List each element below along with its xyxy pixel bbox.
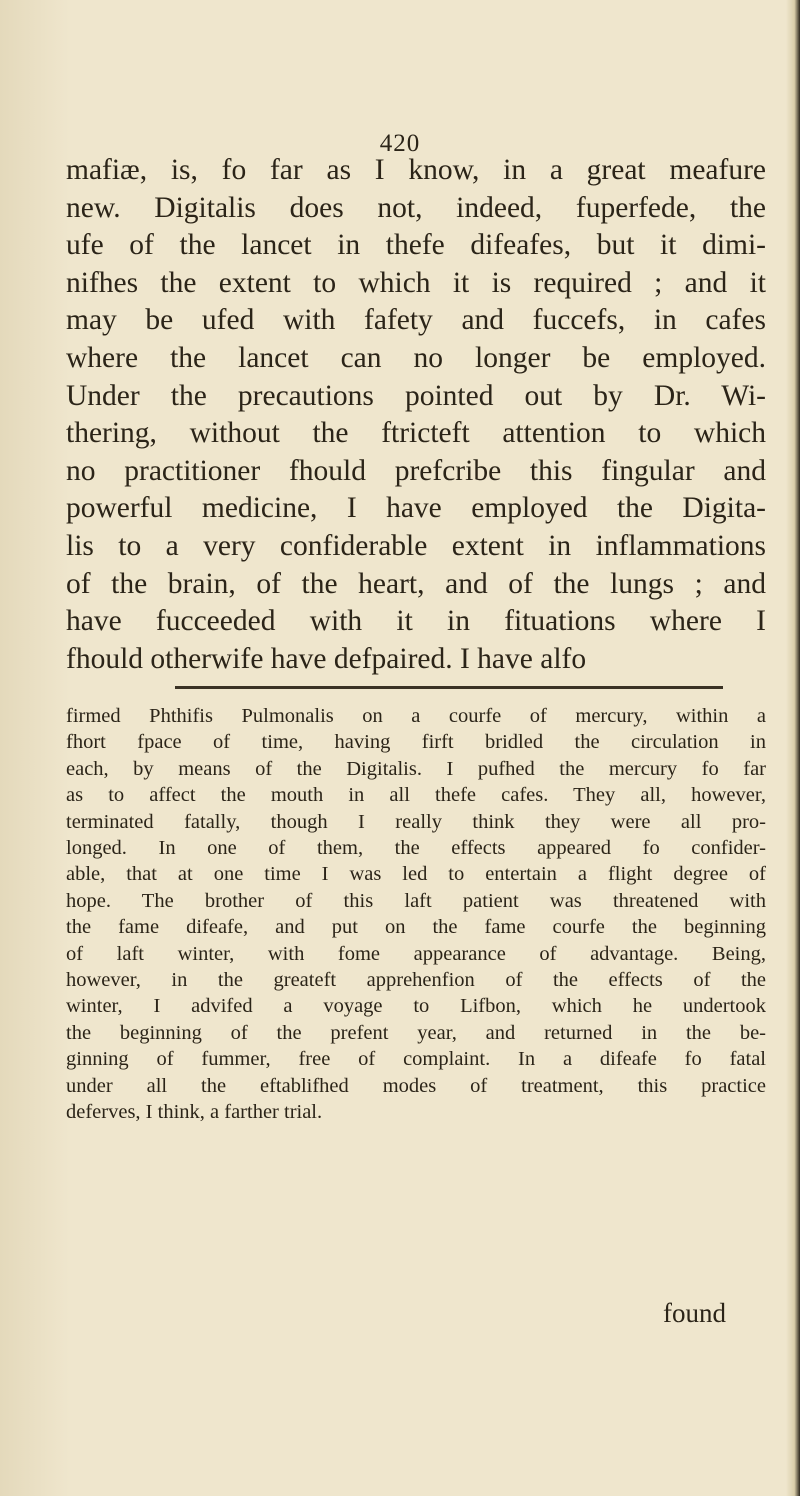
body-line: powerful medicine, I have employed the Digita-	[66, 492, 766, 525]
footnote-line: the beginning of the prefent year, and returned in the be-	[66, 1021, 766, 1044]
footnote-line: winter, I advifed a voyage to Lifbon, which he undertook	[66, 995, 766, 1018]
footnote-line: longed. In one of them, the effects appeared fo confider-	[66, 837, 766, 860]
body-line: no practitioner fhould prefcribe this fingular and	[66, 454, 766, 487]
footnote-text	[66, 703, 766, 1126]
main-body-text	[66, 152, 766, 678]
footnote-line: able, that at one time I was led to entertain a flight degree of	[66, 863, 766, 886]
body-line: new. Digitalis does not, indeed, fuperfede, the	[66, 191, 766, 224]
body-line: nifhes the extent to which it is required ; and it	[66, 266, 766, 299]
footnote-line: firmed Phthifis Pulmonalis on a courfe of mercury, within a	[66, 705, 766, 727]
page-right-edge	[786, 0, 800, 1496]
footnote-line: as to affect the mouth in all thefe cafes. They all, however,	[66, 784, 766, 807]
body-line: lis to a very confiderable extent in inflammations	[66, 529, 766, 562]
page-number: 420	[379, 130, 421, 157]
body-line: fhould otherwife have defpaired. I have alfo	[66, 642, 587, 675]
footnote-line: the fame difeafe, and put on the fame courfe the beginning	[66, 916, 766, 939]
footnote-line: terminated fatally, though I really think they were all pro-	[66, 810, 766, 833]
body-line: have fucceeded with it in fituations where I	[66, 605, 766, 638]
footnote-line: fhort fpace of time, having firft bridled the circulation in	[66, 731, 766, 754]
body-line: mafiæ, is, fo far as I know, in a great meafure	[66, 154, 766, 186]
catchword: found	[663, 1298, 726, 1328]
body-line: ufe of the lancet in thefe difeafes, but it dimi-	[66, 229, 766, 262]
body-line: Under the precautions pointed out by Dr. Wi-	[66, 379, 766, 412]
footnote-separator-rule	[175, 686, 723, 689]
footnote-line: of laft winter, with fome appearance of advantage. Being,	[66, 942, 766, 965]
footnote-line: each, by means of the Digitalis. I pufhed the mercury fo far	[66, 757, 766, 780]
footnote-line: under all the eftablifhed modes of treatment, this practice	[66, 1074, 766, 1097]
footnote-line: hope. The brother of this laft patient was threatened with	[66, 889, 766, 912]
footnote-line: deferves, I think, a farther trial.	[66, 1101, 323, 1124]
body-line: thering, without the ftricteft attention to which	[66, 417, 766, 450]
body-line: where the lancet can no longer be employed.	[66, 341, 766, 374]
body-line: of the brain, of the heart, and of the lungs ; and	[66, 567, 766, 600]
page-left-margin	[0, 0, 70, 1496]
footnote-line: ginning of fummer, free of complaint. In a difeafe fo fatal	[66, 1048, 766, 1071]
body-line: may be ufed with fafety and fuccefs, in cafes	[66, 304, 766, 337]
footnote-line: however, in the greateft apprehenfion of the effects of the	[66, 969, 766, 992]
